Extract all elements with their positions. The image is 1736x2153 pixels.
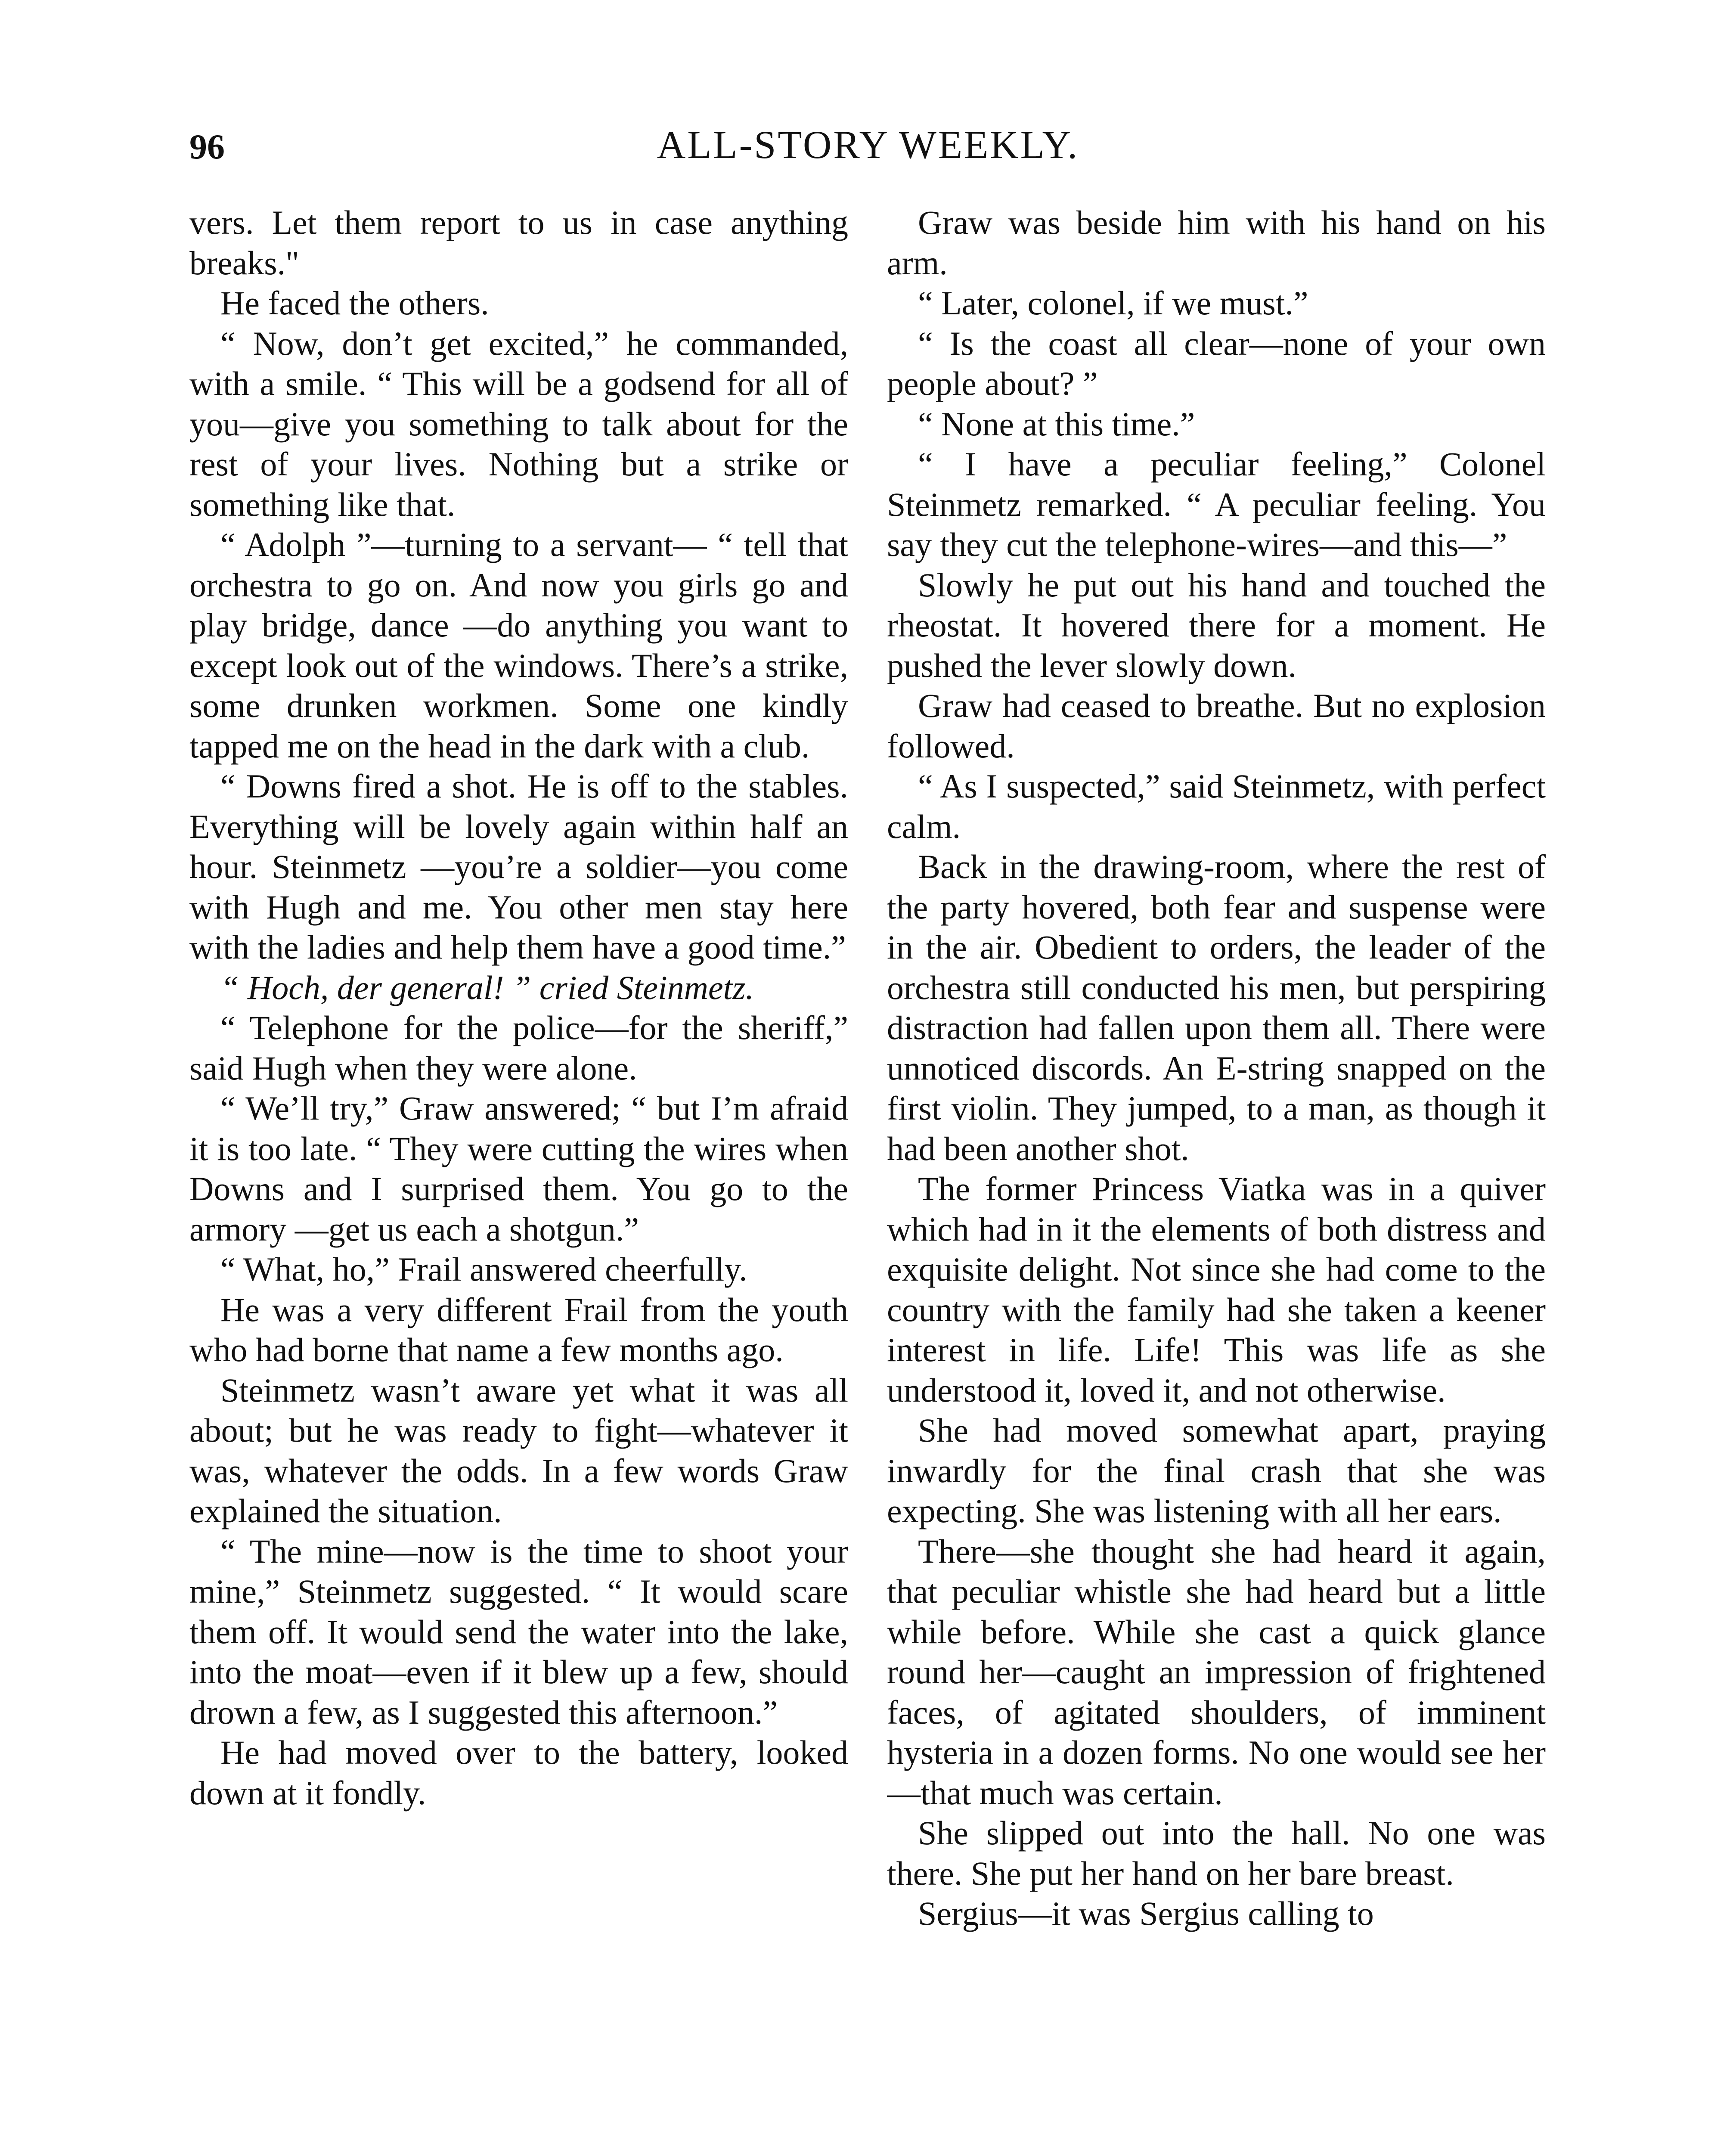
paragraph: “ Telephone for the police—for the sheriff,” said Hugh when they were alone. xyxy=(189,1009,848,1087)
paragraph: Sergius—it was Sergius calling to xyxy=(918,1895,1374,1932)
paragraph: There—she thought she had heard it again, that peculiar whistle she had heard but a little while before. While she cast a quick glance round her—caught an impression of frightened faces, of agitated shoulders, of imminent hysteria in a dozen forms. No one would see her—that much was certain. xyxy=(887,1532,1546,1812)
paragraph: “ Downs fired a shot. He is off to the stables. Everything will be lovely again within half an hour. Steinmetz —you’re a soldier—you come with Hugh and me. You other men stay here with the ladies and help them have a good time.” xyxy=(189,767,848,966)
paragraph: “ I have a peculiar feeling,” Colonel Steinmetz remarked. “ A peculiar feeling. You say they cut the telephone-wires—and this—” xyxy=(887,445,1546,563)
paragraph: “ Adolph ”—turning to a servant— “ tell that orchestra to go on. And now you girls go and play bridge, dance —do anything you want to except look out of the windows. There’s a strike, some drunken workmen. Some one kindly tapped me on the head in the dark with a club. xyxy=(189,526,848,765)
paragraph: He was a very different Frail from the youth who had borne that name a few months ago. xyxy=(189,1291,848,1368)
paragraph: Back in the drawing-room, where the rest of the party hovered, both fear and suspense were in the air. Obedient to orders, the leader of the orchestra still conducted his men, but perspiring distraction had fallen upon them all. There were unnoticed discords. An E-string snapped on the first violin. They jumped, to a man, as though it had been another shot. xyxy=(887,848,1546,1167)
paragraph: “ As I suspected,” said Steinmetz, with perfect calm. xyxy=(887,767,1546,845)
paragraph: “ The mine—now is the time to shoot your mine,” Steinmetz suggested. “ It would scare them off. It would send the water into the lake, into the moat—even if it blew up a few, should drown a few, as I suggested this afternoon.” xyxy=(189,1532,848,1731)
paragraph: Graw was beside him with his hand on his arm. xyxy=(887,204,1546,282)
paragraph: Slowly he put out his hand and touched the rheostat. It hovered there for a moment. He pushed the lever slowly down. xyxy=(887,566,1546,684)
paragraph: He had moved over to the battery, looked down at it fondly. xyxy=(189,1734,848,1812)
paragraph: “ None at this time.” xyxy=(918,405,1195,443)
paragraph: She had moved somewhat apart, praying inwardly for the final crash that she was expecting. She was listening with all her ears. xyxy=(887,1412,1546,1529)
paragraph: The former Princess Viatka was in a quiver which had in it the elements of both distress and exquisite delight. Not since she had come to the country with the family had she taken a keener interest in life. Life! This was life as she understood it, loved it, and not otherwise. xyxy=(887,1170,1546,1409)
page-header xyxy=(0,116,1736,181)
paragraph: “ Later, colonel, if we must.” xyxy=(918,284,1308,322)
paragraph: He faced the others. xyxy=(220,284,489,322)
paragraph: She slipped out into the hall. No one was there. She put her hand on her bare breast. xyxy=(887,1814,1546,1892)
right-column xyxy=(887,202,1546,2153)
paragraph: “ Is the coast all clear—none of your own people about? ” xyxy=(887,324,1546,402)
paragraph: “ What, ho,” Frail answered cheerfully. xyxy=(220,1250,747,1288)
page-number: 96 xyxy=(189,127,225,166)
running-title: ALL-STORY WEEKLY. xyxy=(657,123,1079,167)
paragraph: Graw had ceased to breathe. But no explosion followed. xyxy=(887,687,1546,765)
paragraph: Steinmetz wasn’t aware yet what it was all about; but he was ready to fight—whatever it was, whatever the odds. In a few words Graw explained the situation. xyxy=(189,1371,848,1529)
paragraph: “ Hoch, der general! ” cried Steinmetz. xyxy=(220,968,754,1006)
paragraph: “ We’ll try,” Graw answered; “ but I’m afraid it is too late. “ They were cutting the wires when Downs and I surprised them. You go to the armory —get us each a shotgun.” xyxy=(189,1089,848,1248)
left-column xyxy=(189,202,848,2153)
paragraph: vers. Let them report to us in case anything breaks." xyxy=(189,204,848,282)
paragraph: “ Now, don’t get excited,” he commanded, with a smile. “ This will be a godsend for all of you—give you something to talk about for the rest of your lives. Nothing but a strike or something like that. xyxy=(189,324,848,523)
